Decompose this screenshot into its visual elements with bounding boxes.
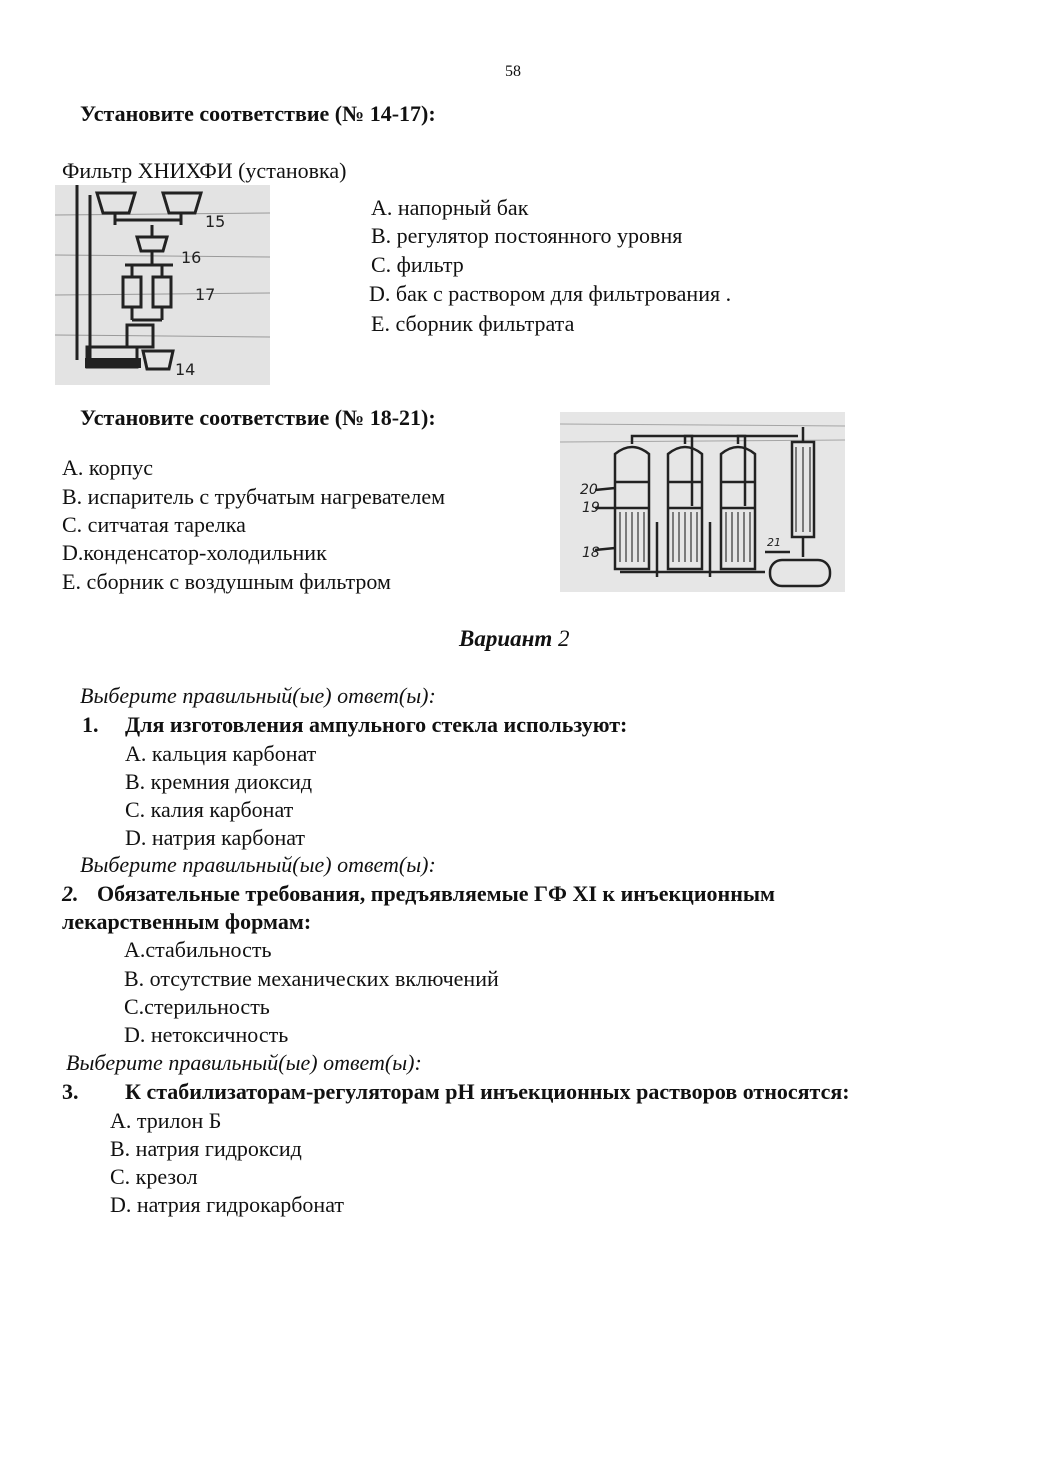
question1-prompt: Выберите правильный(ые) ответ(ы): <box>80 683 436 708</box>
filter-installation-figure <box>55 185 270 385</box>
question1-answer-c: C. калия карбонат <box>125 797 294 822</box>
figure1-label-14: 14 <box>175 360 196 379</box>
question2-text-line1: Обязательные требования, предъявляемые ГФ XI к инъекционным <box>97 881 776 906</box>
variant-title-number: 2 <box>558 626 570 651</box>
question1-number: 1. <box>82 712 99 737</box>
match2-option-a: A. корпус <box>62 455 153 480</box>
distiller-figure <box>560 412 845 592</box>
figure1-label-16: 16 <box>181 248 202 267</box>
match1-option-a: A. напорный бак <box>371 195 529 220</box>
page-number: 58 <box>505 63 521 80</box>
match2-option-c: C. ситчатая тарелка <box>62 512 246 537</box>
figure2-label-18: 18 <box>582 545 600 561</box>
question2-answer-a: A.стабильность <box>124 937 272 962</box>
match-heading-18-21: Установите соответствие (№ 18-21): <box>80 405 436 430</box>
figure1-label-15: 15 <box>205 212 226 231</box>
match1-option-c: C. фильтр <box>371 252 464 277</box>
question1-text: Для изготовления ампульного стекла используют: <box>125 712 628 737</box>
match2-option-e: E. сборник с воздушным фильтром <box>62 569 391 594</box>
match2-option-b: B. испаритель с трубчатым нагревателем <box>62 484 446 509</box>
question3-answer-a: A. трилон Б <box>110 1108 222 1133</box>
variant-title <box>459 626 570 652</box>
match1-option-e: E. сборник фильтрата <box>371 311 575 336</box>
question2-answer-d: D. нетоксичность <box>124 1022 289 1047</box>
question2-text-line2: лекарственным формам: <box>62 909 312 934</box>
figure2-label-21: 21 <box>767 536 781 549</box>
question1-answer-b: B. кремния диоксид <box>125 769 313 794</box>
question3-answer-b: B. натрия гидроксид <box>110 1136 302 1161</box>
question2-prompt: Выберите правильный(ые) ответ(ы): <box>80 852 436 877</box>
variant-title-word: Вариант <box>459 626 553 651</box>
match1-option-d: D. бак с раствором для фильтрования . <box>369 281 732 306</box>
question3-prompt: Выберите правильный(ые) ответ(ы): <box>66 1050 422 1075</box>
figure-title-filter: Фильтр ХНИХФИ (установка) <box>62 158 347 183</box>
figure2-label-19: 19 <box>582 500 600 516</box>
question3-text: К стабилизаторам-регуляторам рН инъекционных растворов относятся: <box>125 1079 850 1104</box>
question3-answer-c: C. крезол <box>110 1164 198 1189</box>
match1-option-b: B. регулятор постоянного уровня <box>371 223 683 248</box>
question1-answer-a: A. кальция карбонат <box>125 741 317 766</box>
question2-answer-b: B. отсутствие механических включений <box>124 966 499 991</box>
match-heading-14-17: Установите соответствие (№ 14-17): <box>80 101 436 126</box>
figure2-label-20: 20 <box>580 482 598 498</box>
question1-answer-d: D. натрия карбонат <box>125 825 306 850</box>
question3-answer-d: D. натрия гидрокарбонат <box>110 1192 345 1217</box>
match2-option-d: D.конденсатор-холодильник <box>62 540 327 565</box>
figure1-label-17: 17 <box>195 285 216 304</box>
question2-answer-c: C.стерильность <box>124 994 270 1019</box>
question2-number: 2. <box>62 881 79 906</box>
question3-number: 3. <box>62 1079 79 1104</box>
